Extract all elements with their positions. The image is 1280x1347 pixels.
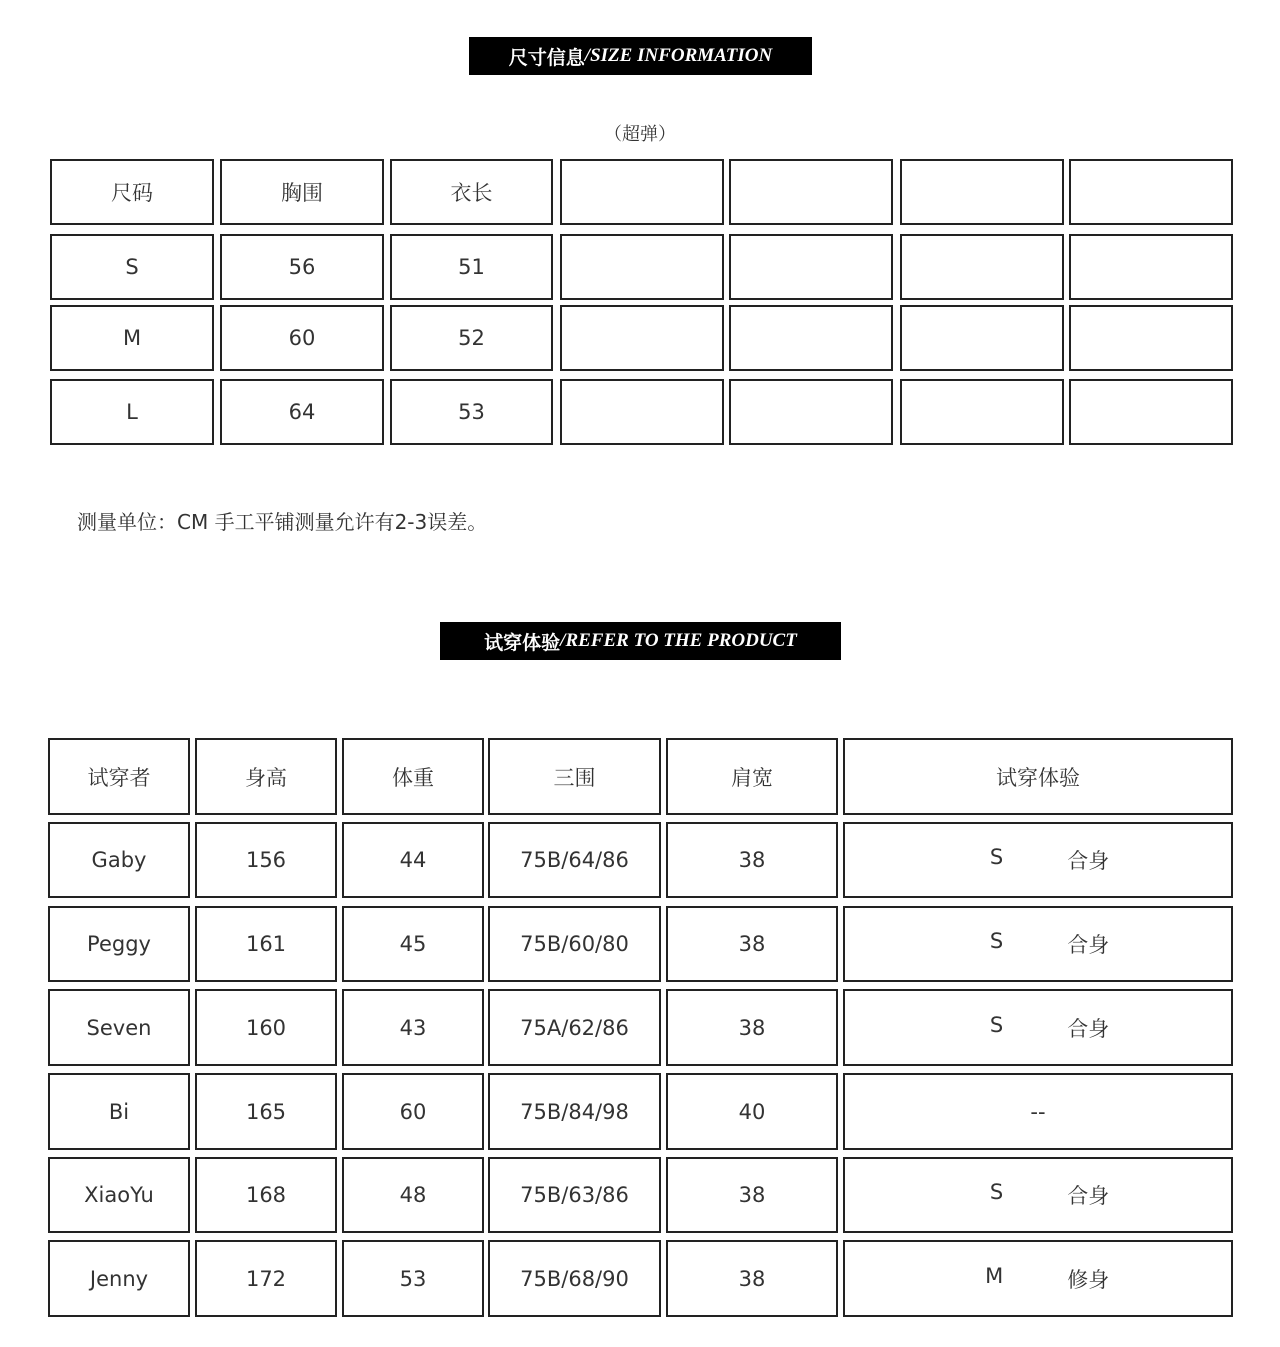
tryon-shoulder-cell: 38 [666,822,838,898]
tryon-weight-cell: 60 [342,1073,484,1150]
size-table-cell [900,305,1064,371]
tryon-measurements-cell: 75B/64/86 [488,822,661,898]
tryon-fit-cell [843,1240,1233,1317]
size-header-cell: 衣长 [390,159,553,225]
tryon-shoulder-cell: 38 [666,906,838,982]
tryon-header-cell: 试穿者 [48,738,190,815]
tryon-banner [440,622,841,660]
size-table-cell [560,234,724,300]
size-table-cell [900,234,1064,300]
fit-size: S [989,845,1004,869]
tryon-measurements-cell: 75B/60/80 [488,906,661,982]
tryon-weight-cell: 48 [342,1157,484,1233]
elastic-note: （超弹） [604,124,676,145]
size-info-banner [469,37,812,75]
size-table-cell: L [50,379,214,445]
size-info-title-cn: 尺寸信息 [508,46,585,69]
tryon-height-cell: 165 [195,1073,337,1150]
tryon-fit-cell [843,1073,1233,1150]
size-table-cell [900,379,1064,445]
tryon-name-cell: Bi [48,1073,190,1150]
tryon-title-cn: 试穿体验 [484,631,561,654]
fit-result: 合身 [1067,1184,1110,1208]
tryon-weight-cell: 45 [342,906,484,982]
tryon-weight-cell: 53 [342,1240,484,1317]
measurement-footnote: 测量单位：CM 手工平铺测量允许有2-3误差。 [77,510,488,534]
tryon-name-cell: Peggy [48,906,190,982]
tryon-name-cell: Seven [48,989,190,1066]
tryon-header-cell: 肩宽 [666,738,838,815]
tryon-height-cell: 160 [195,989,337,1066]
size-table-cell [1069,234,1233,300]
tryon-shoulder-cell: 38 [666,989,838,1066]
tryon-measurements-cell: 75B/68/90 [488,1240,661,1317]
tryon-measurements-cell: 75B/84/98 [488,1073,661,1150]
fit-result: 合身 [1067,849,1110,873]
size-info-title-en: /SIZE INFORMATION [584,45,773,66]
tryon-title-en: /REFER TO THE PRODUCT [560,630,797,651]
tryon-weight-cell: 44 [342,822,484,898]
size-table-cell [729,305,893,371]
tryon-header-cell: 体重 [342,738,484,815]
tryon-fit-cell [843,906,1233,982]
tryon-header-cell: 身高 [195,738,337,815]
tryon-name-cell: Gaby [48,822,190,898]
tryon-name-cell: XiaoYu [48,1157,190,1233]
fit-size: S [989,1012,1004,1037]
size-table-cell: S [50,234,214,300]
tryon-fit-cell [843,989,1233,1066]
size-table-cell: 64 [220,379,384,445]
size-table-cell [1069,305,1233,371]
tryon-fit-cell [843,1157,1233,1233]
fit-result: 合身 [1067,933,1110,957]
size-table-cell [1069,379,1233,445]
size-table-cell [560,305,724,371]
size-header-cell [560,159,724,225]
tryon-height-cell: 161 [195,906,337,982]
tryon-weight-cell: 43 [342,989,484,1066]
tryon-header-cell: 三围 [488,738,661,815]
size-table-cell: 51 [390,234,553,300]
tryon-fit-cell [843,822,1233,898]
size-header-cell: 胸围 [220,159,384,225]
size-table-cell: 52 [390,305,553,371]
fit-size: M [985,1263,1004,1288]
fit-result: 修身 [1067,1267,1110,1292]
fit-size: -- [1030,1099,1046,1124]
tryon-header-cell: 试穿体验 [843,738,1233,815]
size-table-cell [560,379,724,445]
size-table-cell: 56 [220,234,384,300]
tryon-shoulder-cell: 38 [666,1157,838,1233]
size-table-cell: 53 [390,379,553,445]
tryon-name-cell: Jenny [48,1240,190,1317]
size-table-cell: 60 [220,305,384,371]
tryon-shoulder-cell: 40 [666,1073,838,1150]
size-header-cell [900,159,1064,225]
tryon-height-cell: 156 [195,822,337,898]
fit-size: S [989,929,1004,953]
size-header-cell [1069,159,1233,225]
tryon-shoulder-cell: 38 [666,1240,838,1317]
fit-size: S [989,1180,1004,1204]
size-table-cell [729,234,893,300]
size-table-cell [729,379,893,445]
tryon-height-cell: 168 [195,1157,337,1233]
size-header-cell: 尺码 [50,159,214,225]
size-header-cell [729,159,893,225]
tryon-measurements-cell: 75B/63/86 [488,1157,661,1233]
fit-result: 合身 [1067,1016,1110,1041]
size-table-cell: M [50,305,214,371]
tryon-height-cell: 172 [195,1240,337,1317]
tryon-measurements-cell: 75A/62/86 [488,989,661,1066]
